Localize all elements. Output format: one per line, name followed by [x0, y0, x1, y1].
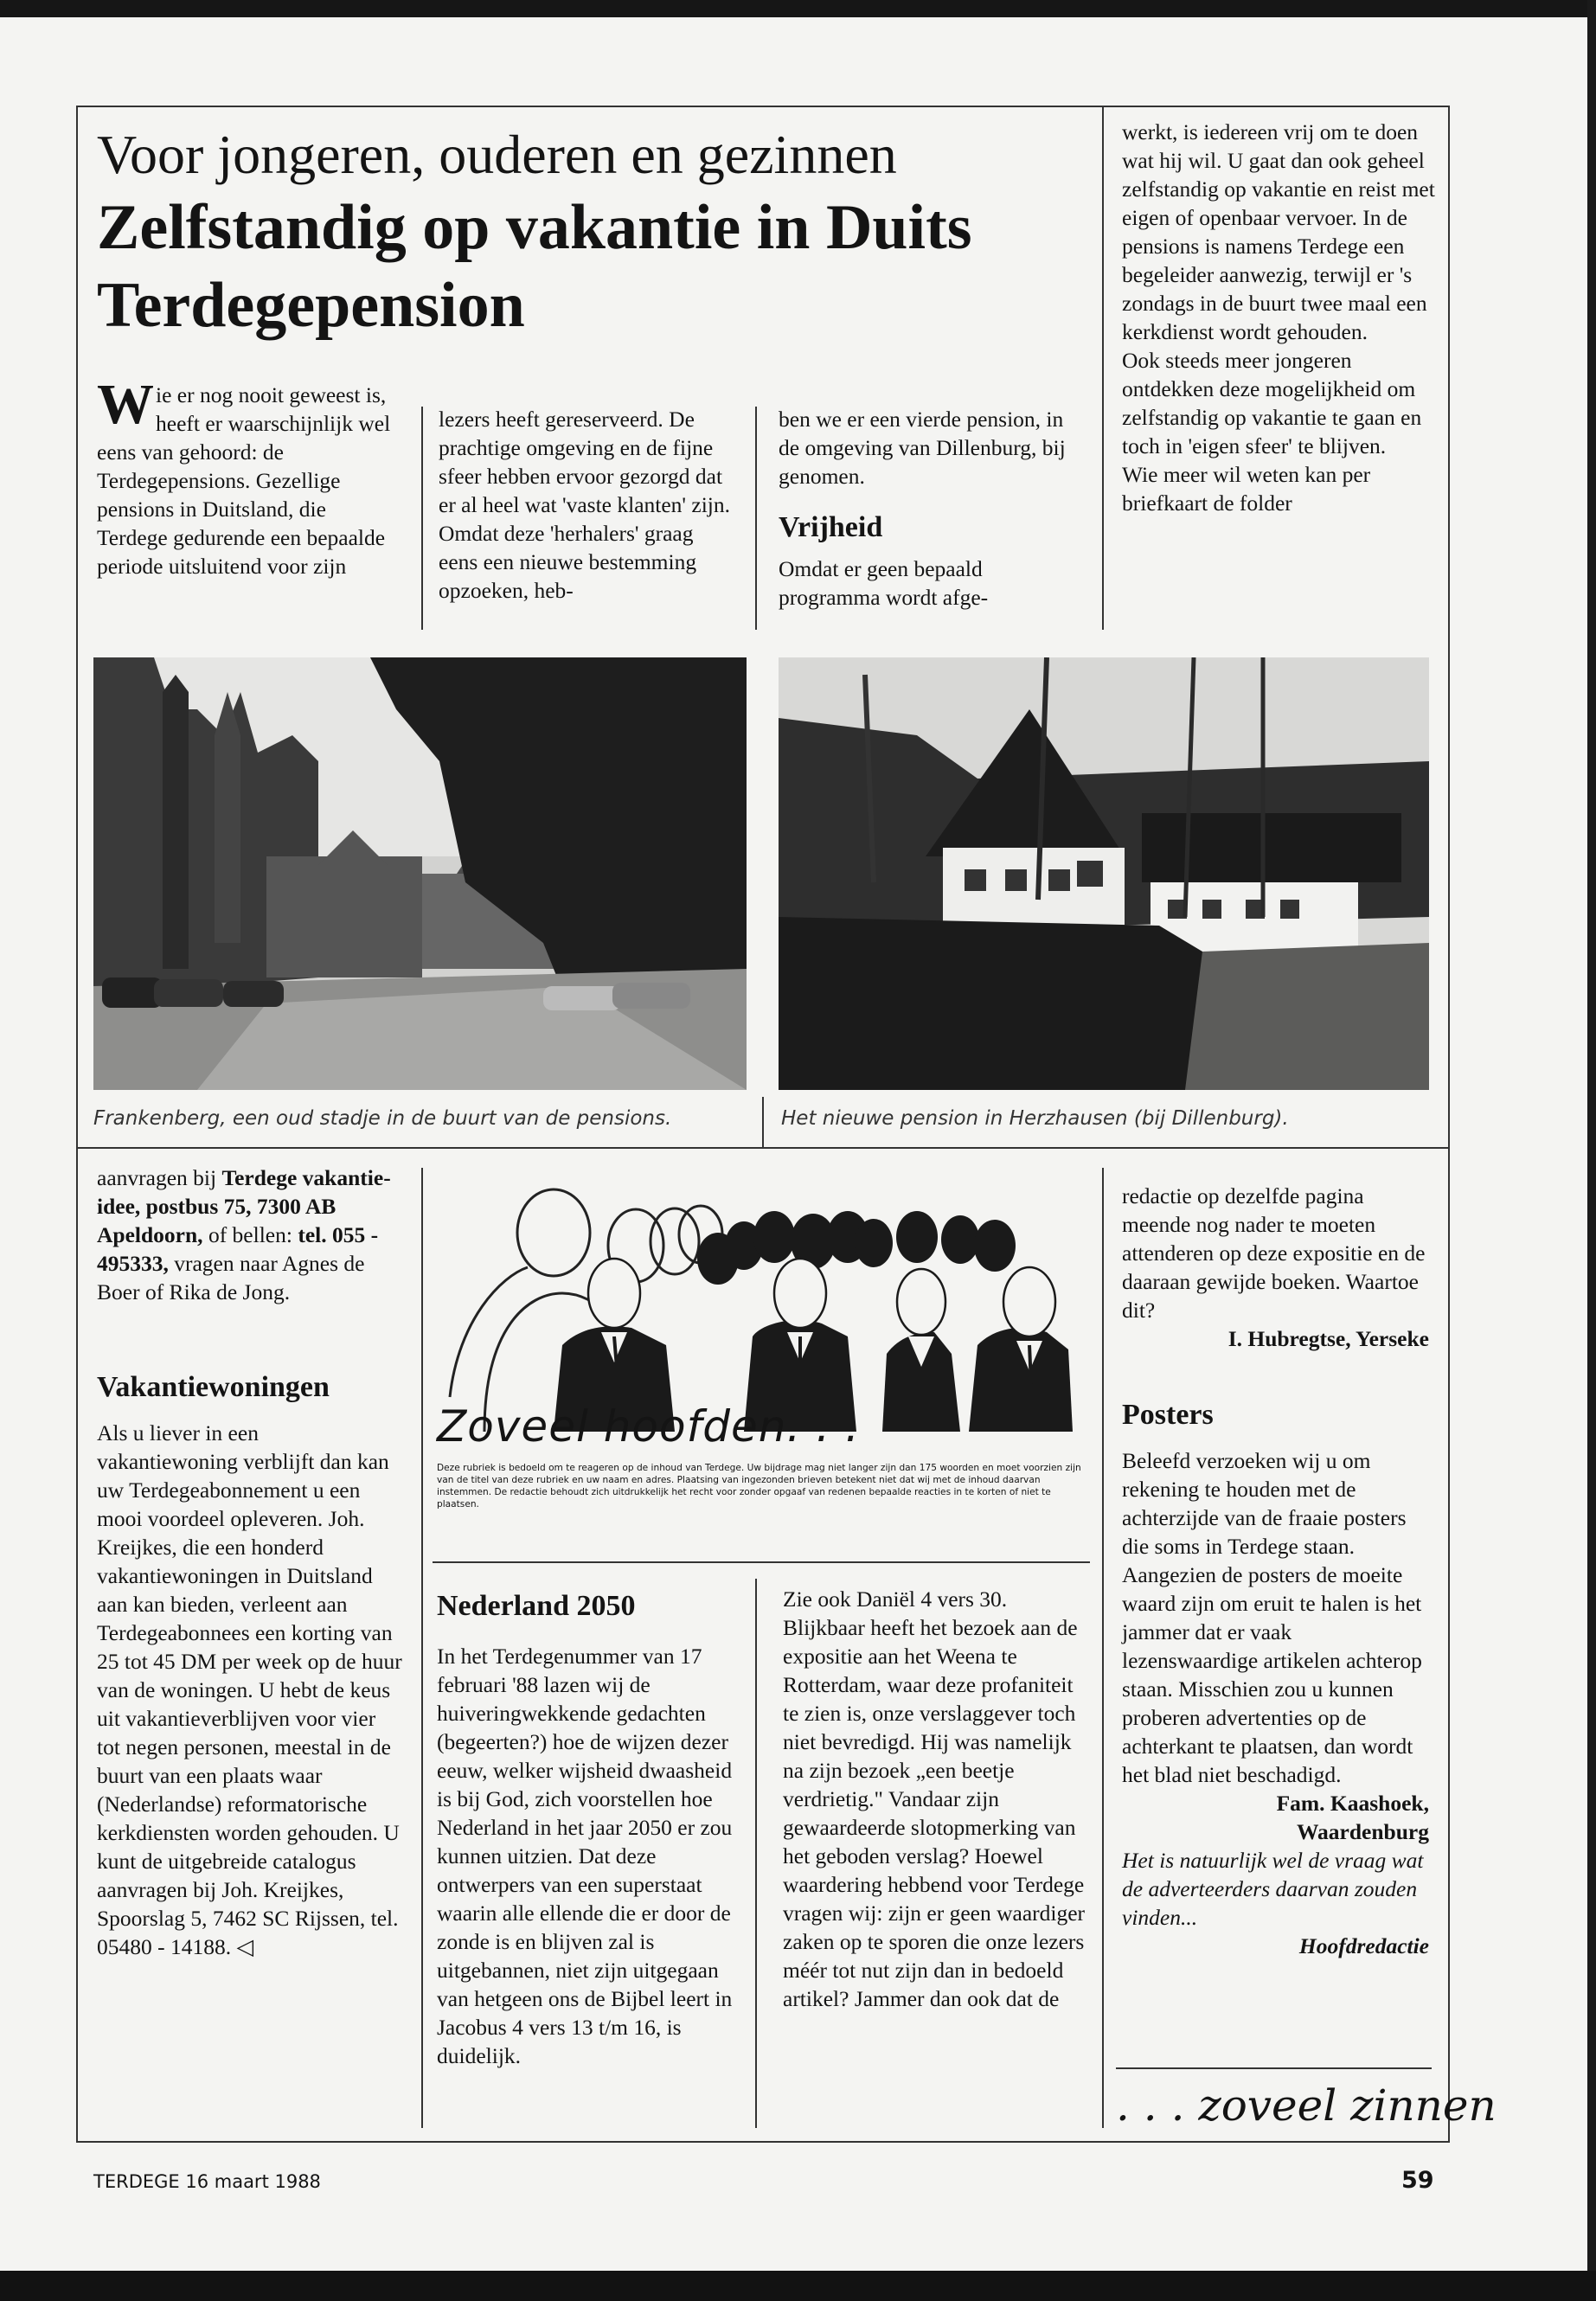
editorial-signature: Hoofdredactie: [1298, 1933, 1429, 1958]
posters-letter: Beleefd verzoeken wij u om rekening te houden met de achterzijde van de fraaie posters die soms in Terdege staan. Aangezien de posters de moeite waard zijn om eruit te halen is het jammer dat er vaak lezenswaardige artikelen achterop staan. Misschien zou u kunnen proberen advertenties op de achterkant te plaatsen, dan wordt het blad niet beschadigd. Fam. Kaashoek, Waardenburg Het is natuurlijk wel de vraag wat de adverteerders daarvan zouden vinden... Hoofdredactie: [1122, 1448, 1429, 1958]
zoveel-zinnen-closing: . . . zoveel zinnen: [1116, 2080, 1497, 2131]
divider: [78, 1147, 1448, 1149]
subhead-vrijheid: Vrijheid: [779, 511, 883, 543]
column-rule: [1102, 107, 1104, 630]
kicker: Voor jongeren, ouderen en gezinnen: [97, 124, 897, 185]
scan-bottom-edge: [0, 2271, 1596, 2301]
vakantiewoningen-body: Als u liever in een vakantiewoning verblijft dan kan uw Terdegeabonnement u een mooi voordeel opleveren. Joh. Kreijkes, die een honderd vakantiewoningen in Duitsland aan kan bieden, verleent aan Terdegeabonnees een korting van 25 tot 45 DM per week op de huur van de woningen. U hebt de keus uit vakantieverblijven voor vier tot negen personen, meestal in de buurt van een plaats waar (Nederlandse) reformatorische kerkdiensten worden gehouden. U kunt de uitgebreide catalogus aanvragen bij Joh. Kreijkes, Spoorslag 5, 7462 SC Rijssen, tel. 05480 - 14188. ◁: [97, 1420, 402, 1959]
letter-column-3: redactie op dezelfde pagina meende nog nader te moeten attenderen op deze expositie en de daaraan gewijde boeken. Waartoe dit? I. Hubregtse, Yerseke: [1122, 1183, 1429, 1351]
scan-right-edge: [1587, 0, 1596, 2301]
photo-frankenberg: [93, 657, 747, 1090]
letter-column-1: In het Terdegenummer van 17 februari '88 lazen wij de huiveringwekkende gedachten (begeerten?) hoe de wijzen dezer eeuw, welker wijsheid dwaasheid is bij God, zich voorstellen hoe Nederland in het jaar 2050 er zou kunnen uitzien. Dat deze ontwerpers van een superstaat waarin alle ellende die er door de zonde is en blijven zal is uitgebannen, niet zijn uitgegaan van hetgeen ons de Bijbel leert in Jacobus 4 vers 13 t/m 16, is duidelijk.: [437, 1644, 733, 2068]
column-rule: [755, 407, 757, 630]
column-rule: [421, 1168, 423, 2128]
divider: [433, 1561, 1090, 1563]
letter-signature: I. Hubregtse, Yerseke: [1227, 1326, 1429, 1351]
caption-right: Het nieuwe pension in Herzhausen (bij Dillenburg).: [781, 1107, 1289, 1130]
dropcap: W: [97, 373, 154, 436]
publication-footer: TERDEGE 16 maart 1988: [93, 2171, 321, 2192]
article-column-1: Wie er nog nooit geweest is, heeft er waarschijnlijk wel eens van gehoord: de Terdegepensions. Gezellige pensions in Duitsland, die Terdege gedurende een bepaalde periode uitsluitend voor zijn: [97, 373, 391, 579]
vakantiewoningen-heading: Vakantiewoningen: [97, 1371, 330, 1403]
letter-heading-nederland-2050: Nederland 2050: [437, 1590, 636, 1622]
column-rule: [421, 407, 423, 630]
photo-herzhausen: [779, 657, 1429, 1090]
caption-left: Frankenberg, een oud stadje in de buurt van de pensions.: [93, 1107, 672, 1130]
column-rule: [1102, 1168, 1104, 2128]
headline: Zelfstandig op vakantie in Duits Terdegepension: [97, 192, 972, 341]
letter-heading-posters: Posters: [1122, 1399, 1214, 1431]
zoveel-hoofden-title: Zoveel hoofden. . .: [437, 1401, 860, 1452]
page-number: 59: [1401, 2167, 1434, 2194]
rubriek-disclaimer: Deze rubriek is bedoeld om te reageren op de inhoud van Terdege. Uw bijdrage mag niet langer zijn dan 175 woorden en moet voorzien zijn van de titel van deze rubriek en uw naam en adres. Plaatsing van ingezonden brieven betekent niet dat wij met de inhoud daarvan instemmen. De redactie behoudt zich uitdrukkelijk het recht voor zonder opgaaf van redenen bepaalde reacties in te korten of niet te plaatsen.: [437, 1463, 1081, 1509]
column-rule: [755, 1579, 757, 2128]
scan-top-edge: [0, 0, 1596, 17]
divider: [1116, 2067, 1432, 2069]
article-column-4: werkt, is iedereen vrij om te doen wat hij wil. U gaat dan ook geheel zelfstandig op vakantie en reist met eigen of openbaar vervoer. In de pensions is namens Terdege een begeleider aanwezig, terwijl er 's zondags in de buurt twee maal een kerkdienst wordt gehouden. Ook steeds meer jongeren ontdekken deze mogelijkheid om zelfstandig op vakantie te gaan en toch in 'eigen sfeer' te blijven. Wie meer wil weten kan per briefkaart de folder: [1122, 119, 1435, 516]
heads-illustration: [433, 1163, 1090, 1440]
end-of-article-mark: ◁: [236, 1934, 254, 1959]
article-column-2: lezers heeft gereserveerd. De prachtige omgeving en de fijne sfeer hebben ervoor gezorgd dat er al heel wat 'vaste klanten' zijn. Omdat deze 'herhalers' graag eens een nieuwe bestemming opzoeken, heb-: [439, 407, 731, 603]
contact-info: aanvragen bij Terdege vakantie-idee, postbus 75, 7300 AB Apeldoorn, of bellen: tel. 055 - 495333, vragen naar Agnes de Boer of Rika de Jong.: [97, 1165, 391, 1304]
article-column-3: ben we er een vierde pension, in de omgeving van Dillenburg, bij genomen. Vrijheid Omdat er geen bepaald programma wordt afge-: [779, 405, 1073, 612]
letter-column-2: Zie ook Daniël 4 vers 30. Blijkbaar heeft het bezoek aan de expositie aan het Weena te Rotterdam, waar deze profaniteit te zien is, onze verslaggever toch niet bevredigd. Hij was namelijk na zijn bezoek „een beetje verdrietig." Vandaar zijn gewaardeerde slotopmerking van het geboden verslag? Hoewel waardering hebbend voor Terdege vragen wij: zijn er geen waardiger zaken op te sporen die onze lezers méér tot nut zijn dan in bedoeld artikel? Jammer dan ook dat de: [783, 1586, 1086, 2011]
editorial-reply: Het is natuurlijk wel de vraag wat de adverteerders daarvan zouden vinden...: [1122, 1848, 1424, 1930]
column-rule: [762, 1097, 764, 1149]
